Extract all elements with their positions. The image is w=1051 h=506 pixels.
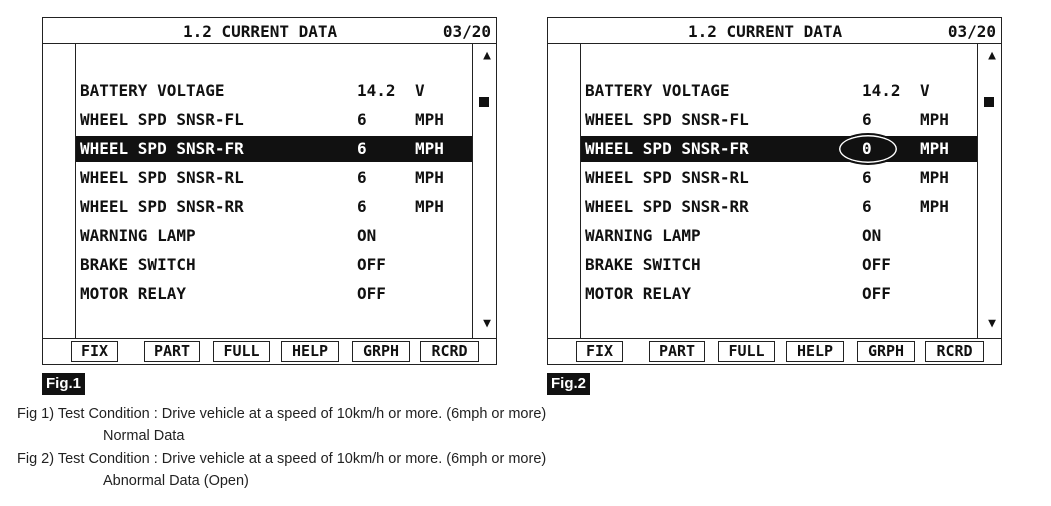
row-unit: MPH bbox=[920, 139, 949, 158]
rcrd-button[interactable]: RCRD bbox=[420, 341, 479, 362]
row-unit: MPH bbox=[415, 197, 444, 216]
row-value: 0 bbox=[862, 139, 872, 158]
row-name: WHEEL SPD SNSR-RL bbox=[585, 168, 749, 187]
grph-button[interactable]: GRPH bbox=[352, 341, 410, 362]
caption-fig1-condition: Fig 1) Test Condition : Drive vehicle at a speed of 10km/h or more. (6mph or more) bbox=[17, 406, 547, 422]
data-row-wheel-spd-snsr-rr[interactable] bbox=[76, 194, 472, 220]
current-data-list bbox=[580, 44, 978, 338]
fig-1-label: Fig.1 bbox=[42, 373, 85, 395]
current-data-list bbox=[75, 44, 473, 338]
row-value: 6 bbox=[357, 139, 367, 158]
caption-fig2-result: Abnormal Data (Open) bbox=[103, 473, 249, 489]
up-triangle-icon[interactable]: ▲ bbox=[988, 48, 996, 63]
data-row-battery-voltage[interactable] bbox=[581, 78, 977, 104]
down-triangle-icon[interactable]: ▼ bbox=[483, 316, 491, 331]
function-key-bar bbox=[548, 338, 1001, 364]
row-value: ON bbox=[862, 226, 882, 245]
scroll-thumb[interactable] bbox=[984, 97, 994, 107]
row-unit: MPH bbox=[920, 168, 949, 187]
row-value: 6 bbox=[357, 168, 367, 187]
data-row-wheel-spd-snsr-fr[interactable] bbox=[76, 136, 472, 162]
scan-tool-screen-fig2 bbox=[547, 17, 1002, 365]
caption-fig2-condition: Fig 2) Test Condition : Drive vehicle at a speed of 10km/h or more. (6mph or more) bbox=[17, 451, 547, 467]
row-unit: V bbox=[415, 81, 425, 100]
row-unit: MPH bbox=[920, 197, 949, 216]
row-unit: MPH bbox=[920, 110, 949, 129]
help-button[interactable]: HELP bbox=[786, 341, 844, 362]
row-unit: MPH bbox=[415, 110, 444, 129]
data-row-brake-switch[interactable] bbox=[76, 252, 472, 278]
row-name: WHEEL SPD SNSR-FL bbox=[585, 110, 749, 129]
row-name: BRAKE SWITCH bbox=[585, 255, 701, 274]
row-name: MOTOR RELAY bbox=[80, 284, 186, 303]
row-value: 6 bbox=[862, 197, 872, 216]
data-row-warning-lamp[interactable] bbox=[76, 223, 472, 249]
grph-button[interactable]: GRPH bbox=[857, 341, 915, 362]
row-name: WHEEL SPD SNSR-FR bbox=[80, 139, 244, 158]
rcrd-button[interactable]: RCRD bbox=[925, 341, 984, 362]
data-row-wheel-spd-snsr-fl[interactable] bbox=[76, 107, 472, 133]
help-button[interactable]: HELP bbox=[281, 341, 339, 362]
row-value: 6 bbox=[862, 168, 872, 187]
fix-button[interactable]: FIX bbox=[71, 341, 118, 362]
row-value: OFF bbox=[357, 284, 386, 303]
row-value: 14.2 bbox=[357, 81, 396, 100]
up-triangle-icon[interactable]: ▲ bbox=[483, 48, 491, 63]
row-name: WHEEL SPD SNSR-RR bbox=[80, 197, 244, 216]
down-triangle-icon[interactable]: ▼ bbox=[988, 316, 996, 331]
function-key-bar bbox=[43, 338, 496, 364]
row-name: WHEEL SPD SNSR-RL bbox=[80, 168, 244, 187]
row-value: OFF bbox=[357, 255, 386, 274]
row-value: 14.2 bbox=[862, 81, 901, 100]
data-row-warning-lamp[interactable] bbox=[581, 223, 977, 249]
row-name: BATTERY VOLTAGE bbox=[80, 81, 225, 100]
data-row-motor-relay[interactable] bbox=[581, 281, 977, 307]
title-bar bbox=[43, 18, 496, 44]
caption-fig1-result: Normal Data bbox=[103, 428, 185, 444]
full-button[interactable]: FULL bbox=[213, 341, 270, 362]
row-name: BRAKE SWITCH bbox=[80, 255, 196, 274]
data-row-motor-relay[interactable] bbox=[76, 281, 472, 307]
row-unit: MPH bbox=[415, 139, 444, 158]
data-row-wheel-spd-snsr-rr[interactable] bbox=[581, 194, 977, 220]
row-name: WHEEL SPD SNSR-FL bbox=[80, 110, 244, 129]
full-button[interactable]: FULL bbox=[718, 341, 775, 362]
data-row-wheel-spd-snsr-rl[interactable] bbox=[581, 165, 977, 191]
page-indicator: 03/20 bbox=[442, 22, 491, 41]
part-button[interactable]: PART bbox=[144, 341, 200, 362]
screen-title: 1.2 CURRENT DATA bbox=[183, 22, 338, 41]
data-row-wheel-spd-snsr-fl[interactable] bbox=[581, 107, 977, 133]
fig-2-label: Fig.2 bbox=[547, 373, 590, 395]
title-bar bbox=[548, 18, 1001, 44]
row-name: WHEEL SPD SNSR-RR bbox=[585, 197, 749, 216]
row-name: MOTOR RELAY bbox=[585, 284, 691, 303]
data-row-brake-switch[interactable] bbox=[581, 252, 977, 278]
screen-title: 1.2 CURRENT DATA bbox=[688, 22, 843, 41]
page-indicator: 03/20 bbox=[947, 22, 996, 41]
row-name: BATTERY VOLTAGE bbox=[585, 81, 730, 100]
row-value: ON bbox=[357, 226, 377, 245]
part-button[interactable]: PART bbox=[649, 341, 705, 362]
row-value: OFF bbox=[862, 255, 891, 274]
row-name: WARNING LAMP bbox=[585, 226, 701, 245]
row-value: 6 bbox=[357, 110, 367, 129]
row-value: 6 bbox=[357, 197, 367, 216]
data-row-wheel-spd-snsr-fr[interactable] bbox=[581, 136, 977, 162]
fix-button[interactable]: FIX bbox=[576, 341, 623, 362]
data-row-battery-voltage[interactable] bbox=[76, 78, 472, 104]
scroll-thumb[interactable] bbox=[479, 97, 489, 107]
row-unit: V bbox=[920, 81, 930, 100]
row-value: OFF bbox=[862, 284, 891, 303]
row-unit: MPH bbox=[415, 168, 444, 187]
row-name: WARNING LAMP bbox=[80, 226, 196, 245]
data-row-wheel-spd-snsr-rl[interactable] bbox=[76, 165, 472, 191]
scan-tool-screen-fig1 bbox=[42, 17, 497, 365]
row-value: 6 bbox=[862, 110, 872, 129]
row-name: WHEEL SPD SNSR-FR bbox=[585, 139, 749, 158]
